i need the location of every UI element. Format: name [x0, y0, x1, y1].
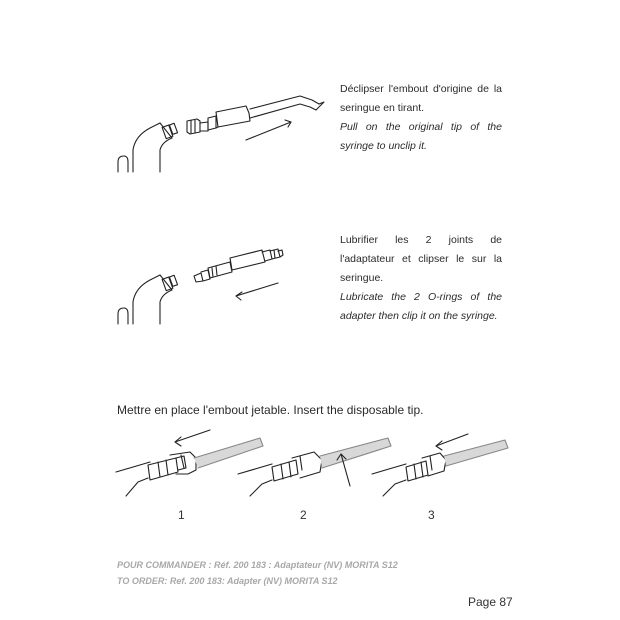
substep1-drawing [116, 430, 263, 496]
step2-text-fr: Lubrifier les 2 joints de l'adaptateur et clipser le sur la seringue. [340, 234, 502, 284]
order-info [117, 557, 398, 589]
page-number: Page 87 [468, 595, 513, 609]
order-info-fr: POUR COMMANDER : Réf. 200 183 : Adaptateur (NV) MORITA S12 [117, 560, 398, 570]
insert-instruction: Mettre en place l'embout jetable. Insert the disposable tip. [117, 403, 424, 417]
substep-number-3: 3 [428, 508, 435, 522]
substep-number-2: 2 [300, 508, 307, 522]
substep-number-1: 1 [178, 508, 185, 522]
substep3-drawing [372, 434, 508, 496]
step1-text-fr: Déclipser l'embout d'origine de la seringue en tirant. [340, 83, 502, 114]
step2-text-en: Lubricate the 2 O-rings of the adapter then clip it on the syringe. [340, 291, 502, 322]
order-info-en: TO ORDER: Ref. 200 183: Adapter (NV) MORITA S12 [117, 576, 338, 586]
step1-text-en: Pull on the original tip of the syringe to unclip it. [340, 121, 502, 152]
